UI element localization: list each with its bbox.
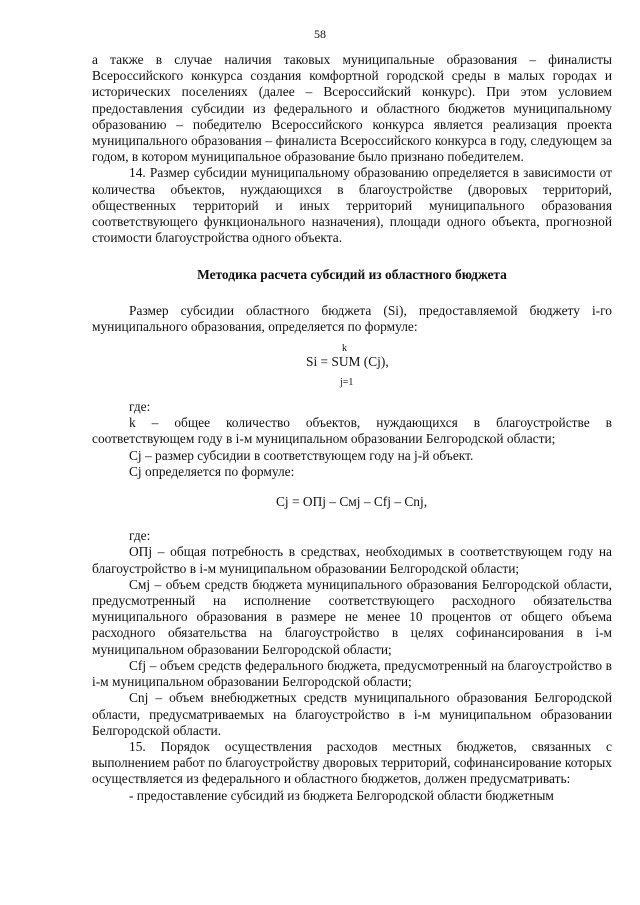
definition-cnj: Cnj – объем внебюджетных средств муниципального образования Белгородской области, предусматриваемых на благоустройство в i-м муниципальном образовании Белгородской области. — [92, 690, 612, 738]
paragraph-item-14: 14. Размер субсидии муниципальному образованию определяется в зависимости от количества объектов, нуждающихся в благоустройстве (дворовых территорий, общественных территорий и иных территорий муниципального образования соответствующего функционального назначения), площади одного объекта, прогнозной стоимости благоустройства одного объекта. — [92, 165, 612, 246]
where-label-2: где: — [129, 528, 151, 544]
formula-si — [92, 341, 612, 393]
formula-upper-limit: k — [342, 343, 347, 355]
document-body — [92, 52, 612, 804]
definition-cfj: Cfj – объем средств федерального бюджета, предусмотренный на благоустройство в i-м муниципальном образовании Белгородской области; — [92, 657, 612, 690]
paragraph-item-15: 15. Порядок осуществления расходов местных бюджетов, связанных с выполнением работ по благоустройству дворовых территорий, софинансирование которых осуществляется из федерального и областного бюджетов, должен предусматривать: — [92, 738, 612, 787]
definition-cj: Cj – размер субсидии в соответствующем году на j-й объект. — [129, 447, 474, 463]
where-label-1: где: — [129, 399, 151, 415]
subsidy-size-intro: Размер субсидии областного бюджета (Si), предоставляемой бюджету i-го муниципального образования, определяется по формуле: — [92, 302, 612, 334]
page-number: 58 — [314, 27, 326, 41]
formula-cj: Cj = OПj – Cмj – Cfj – Cnj, — [276, 494, 428, 510]
formula-si-expression: Si = SUM (Cj), — [306, 354, 389, 370]
definition-opj: OПj – общая потребность в средствах, необходимых в соответствующем году на благоустройство в i-м муниципальном образовании Белгородской области; — [92, 544, 612, 576]
section-heading: Методика расчета субсидий из областного бюджета — [197, 267, 507, 283]
definition-k: k – общее количество объектов, нуждающихся в благоустройстве в соответствующем году в i-м муниципальном образовании Белгородской области; — [92, 415, 612, 447]
cj-formula-intro: Cj определяется по формуле: — [129, 463, 295, 479]
definition-cmj: Cмj – объем средств бюджета муниципального образования Белгородской области, предусмотренный на исполнение соответствующего расходного обязательства муниципального образования в размере не менее 10 процентов от общего объема расходного обязательства на благоустройство в целях софинансирования в i-м муниципальном образовании Белгородской области; — [92, 576, 612, 657]
bullet-item-1: - предоставление субсидий из бюджета Белгородской области бюджетным — [129, 787, 554, 803]
intro-paragraph: а также в случае наличия таковых муниципальные образования – финалисты Всероссийского конкурса создания комфортной городской среды в малых городах и исторических поселениях (далее – Всероссийский конкурс). При этом условием предоставления субсидии из федерального и областного бюджетов муниципальному образованию – победителю Всероссийского конкурса является реализация проекта муниципального образования – финалиста Всероссийского конкурса в году, следующем за годом, в котором муниципальное образование было признано победителем. — [92, 52, 612, 165]
formula-lower-limit: j=1 — [340, 377, 354, 389]
